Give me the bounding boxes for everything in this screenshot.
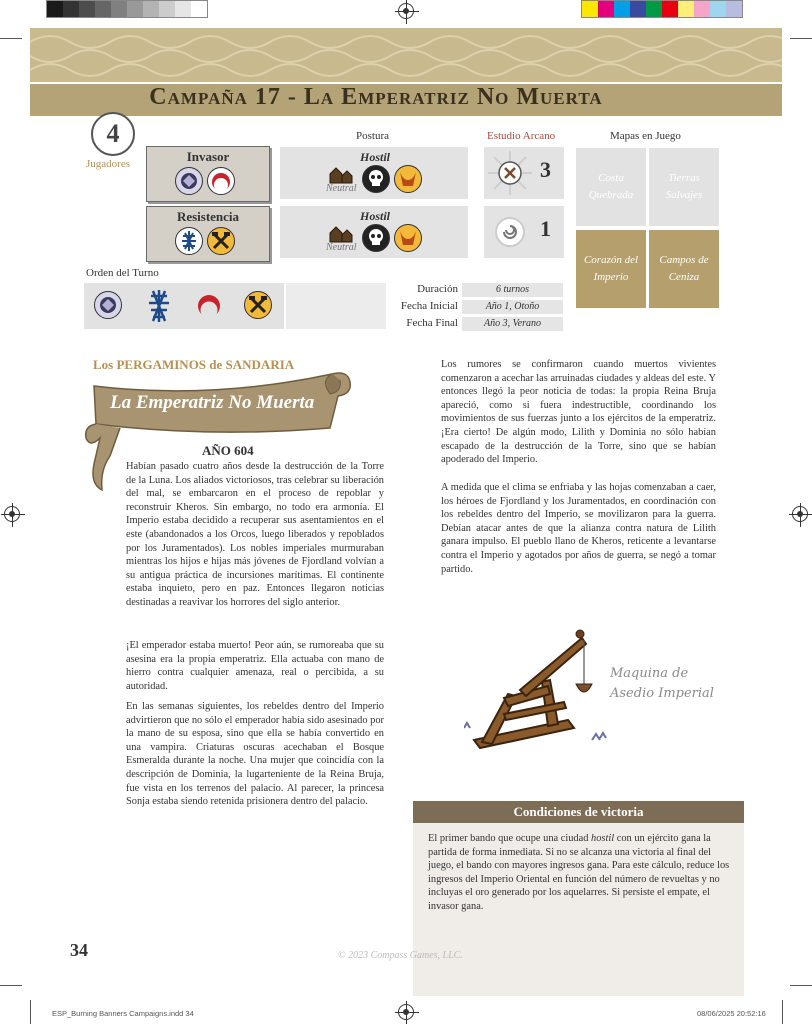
skull-icon (362, 165, 390, 193)
beast-emblem-icon (94, 291, 122, 319)
village-icon (328, 224, 354, 244)
village-icon (328, 165, 354, 185)
faction-name: Invasor (186, 149, 230, 164)
posture-invader (280, 147, 468, 199)
tree-emblem-icon (175, 227, 203, 255)
arcane-spiral-icon (492, 214, 528, 250)
turn-slot-4 (234, 283, 284, 329)
page-number: 34 (70, 940, 88, 960)
color-swatch (143, 1, 159, 17)
color-swatch (646, 1, 662, 17)
grayscale-color-bar (46, 0, 208, 18)
registration-mark-right (792, 506, 808, 522)
year-heading: AÑO 604 (202, 443, 254, 458)
posture-neutral-label: Neutral (326, 242, 357, 253)
posture-resistance (280, 206, 468, 258)
horned-helmet-icon (394, 165, 422, 193)
color-swatch (127, 1, 143, 17)
color-swatch (726, 1, 742, 17)
victory-header: Condiciones de victoria (413, 801, 744, 823)
end-date-value: Año 3, Verano (462, 317, 563, 331)
story-paragraph: Los rumores se confirmaron cuando muertos vivientes comenzaron a acechar las arruinadas ciudades y aldeas del este. Y entonces llegó la peor noticia de todas: la propia Reina Bruja apareció, como si fuera indestructible, coordinando los movimientos de sus fuerzas junto a los ejércitos de la emperatriz. ¡Era cierto! De algún modo, Lilith y Dominia no sólo habían escapado de la destrucción de la Torre, sino que se habían apoderado del Imperio. (441, 359, 716, 466)
copyright: © 2023 Compass Games, LLC. (338, 950, 463, 961)
victory-text-part: con un ejército gana la partida de forma inmediata. Si no se alcanza una victoria al final del juego, el bando con mayores ingresos gana. Para este cálculo, reduce los ingresos del Imperio Oriental en función del número de revueltas y no incluyas el oro generado por los aquelarres. Si persiste el empate, el invasor gana. (428, 833, 730, 912)
turn-slot-2 (134, 283, 184, 329)
turn-slot-5 (286, 283, 336, 329)
siege-engine-illustration (464, 624, 614, 756)
arcane-value: 3 (540, 157, 551, 182)
registration-mark-bottom (398, 1004, 414, 1020)
player-count: 4 (91, 112, 135, 156)
victory-text-italic: hostil (591, 833, 615, 844)
turn-slot-3 (184, 283, 234, 329)
scroll-title: La Emperatriz No Muerta (110, 392, 315, 413)
color-swatch (63, 1, 79, 17)
color-swatch (159, 1, 175, 17)
story-paragraph: ¡El emperador estaba muerto! Peor aún, se rumoreaba que su asesina era la propia emperatriz. Ella actuaba con mano de hierro contra cualquier amenaza, real o percibida, a su autoridad. (126, 640, 384, 692)
arcane-sunburst-icon (488, 151, 532, 195)
posture-hostile-label: Hostil (360, 150, 391, 164)
map-costa-quebrada: Costa Quebrada (576, 148, 646, 226)
faction-invader (146, 146, 270, 202)
story-paragraph: A medida que el clima se enfriaba y las hojas comenzaban a caer, los héroes de Fjordland y los Juramentados, en coordinación con los rebeldes dentro del Imperio, se movilizaron para la guerra. Debían atacar antes de que la alianza contra natura de Lilith ganara impulso. El pueblo llano de Kheros, reticente a levantarse contra el Imperio y agotados por años de guerra, se negó a tomar partido. (441, 482, 716, 575)
crossed-hammers-icon (244, 291, 272, 319)
crop-mark (790, 38, 812, 39)
registration-mark-left (4, 506, 20, 522)
faction-name: Resistencia (176, 209, 240, 224)
victory-text-part: El primer bando que ocupe una ciudad (428, 833, 592, 844)
beast-emblem-icon (175, 167, 203, 195)
skull-icon (362, 224, 390, 252)
color-swatch (191, 1, 207, 17)
color-swatch (678, 1, 694, 17)
print-slug-date: 08/06/2025 20:52:16 (697, 1009, 766, 1018)
color-swatch (95, 1, 111, 17)
story-paragraph: Habían pasado cuatro años desde la destrucción de la Torre de la Luna. Los aliados victoriosos, tras celebrar su liberación del mal, se embarcaron en el proceso de repoblar y reconstruir Kheros. Sin embargo, no todo era armonía. El Imperio estaba decidido a recuperar sus asentamientos en el este (abandonados a los Orcos, luego liberados y repoblados por los Juramentados). Los nobles imperiales murmuraban mientras los hijos e hijas más jóvenes de Fjordland volvían a su antigua práctica de incursiones marítimas. El continente estaba inquieto, pero en paz. Entonces llegaron noticias destinadas a reavivar los horrores del siglo anterior. (126, 461, 384, 608)
crop-mark (782, 1000, 783, 1024)
color-swatch (582, 1, 598, 17)
crop-mark (0, 38, 22, 39)
turn-slot-1 (84, 283, 134, 329)
crop-mark (0, 985, 22, 986)
print-slug-file: ESP_Burning Banners Campaigns.indd 34 (52, 1009, 194, 1018)
caption-line: Maquina de (610, 666, 689, 681)
color-swatch (710, 1, 726, 17)
start-date-value: Año 1, Otoño (462, 300, 563, 314)
map-corazon-del-imperio: Corazón del Imperio (576, 230, 646, 308)
campaign-title: Campaña 17 - La Emperatriz No Muerta (149, 84, 603, 110)
end-date-label: Fecha Final (406, 317, 458, 329)
color-swatch (630, 1, 646, 17)
cmyk-color-bar (581, 0, 743, 18)
faction-resistance (146, 206, 270, 262)
color-swatch (662, 1, 678, 17)
start-date-label: Fecha Inicial (400, 300, 458, 312)
posture-neutral-label: Neutral (326, 183, 357, 194)
horned-helmet-icon (394, 224, 422, 252)
color-swatch (79, 1, 95, 17)
players-label: Jugadores (86, 158, 130, 170)
crossed-hammers-icon (207, 227, 235, 255)
victory-text (428, 832, 732, 914)
crop-mark (790, 985, 812, 986)
crop-mark (30, 1000, 31, 1024)
duration-label: Duración (417, 283, 458, 295)
posture-header: Postura (356, 130, 389, 142)
story-paragraph: En las semanas siguientes, los rebeldes dentro del Imperio advirtieron que no sólo el emperador había sido asesinado por la mano de su esposa, sino que ella se había convertido en una vampira. Criaturas oscuras acechaban el Bosque Esmeralda durante la noche. Una mujer que coincidía con la descripción de Dominia, la lugarteniente de la Reina Bruja, fue vista en los terrenos del palacio. Al parecer, la princesa Sonja estaba siendo retenida prisionera dentro del palacio. (126, 701, 384, 808)
arcane-study-resistance (484, 206, 564, 258)
color-swatch (694, 1, 710, 17)
map-tierras-salvajes: Tierras Salvajes (649, 148, 719, 226)
posture-hostile-label: Hostil (360, 209, 391, 223)
color-swatch (111, 1, 127, 17)
map-campos-de-ceniza: Campos de Ceniza (649, 230, 719, 308)
maps-header: Mapas en Juego (610, 130, 681, 142)
arcane-study-invader (484, 147, 564, 199)
color-swatch (175, 1, 191, 17)
celtic-knot-pattern (30, 28, 782, 82)
caption-line: Asedio Imperial (610, 686, 714, 701)
arcane-value: 1 (540, 216, 551, 241)
scrolls-subheader: Los PERGAMINOS de SANDARIA (93, 357, 295, 372)
turn-order-label: Orden del Turno (86, 267, 159, 279)
siege-engine-caption (610, 664, 714, 704)
color-swatch (614, 1, 630, 17)
color-swatch (598, 1, 614, 17)
turn-slot-6 (336, 283, 386, 329)
duration-value: 6 turnos (462, 283, 563, 297)
crescent-emblem-icon (194, 290, 224, 320)
arcane-study-header: Estudio Arcano (487, 130, 556, 142)
color-swatch (47, 1, 63, 17)
crescent-emblem-icon (207, 167, 235, 195)
tree-emblem-icon (144, 288, 174, 324)
registration-mark-top (398, 3, 414, 19)
